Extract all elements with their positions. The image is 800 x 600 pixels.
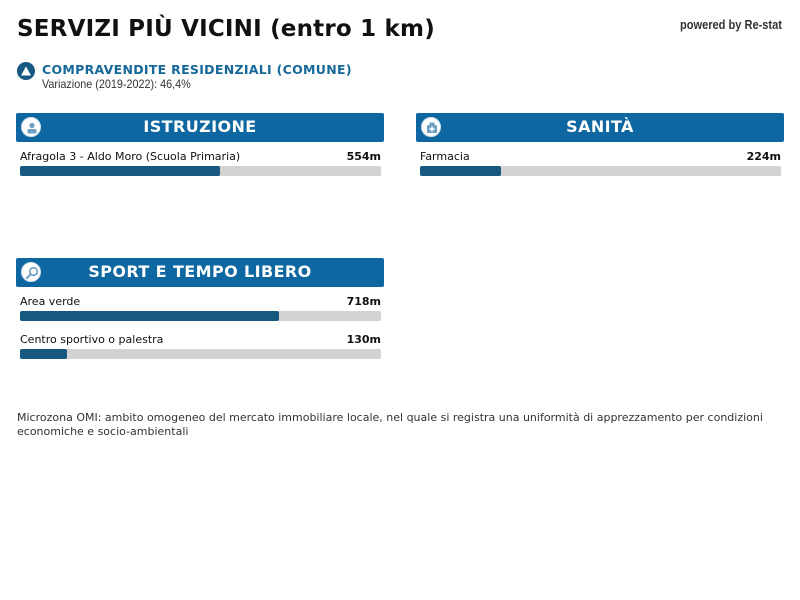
service-name: Farmacia — [420, 150, 470, 163]
distance-bar-track — [20, 166, 381, 176]
sales-trend-title: COMPRAVENDITE RESIDENZIALI (COMUNE) — [42, 62, 352, 77]
section-sport — [16, 258, 384, 363]
service-distance: 224m — [746, 150, 781, 163]
service-item — [416, 142, 784, 180]
distance-bar-fill — [20, 311, 279, 321]
service-name: Afragola 3 - Aldo Moro (Scuola Primaria) — [20, 150, 241, 163]
distance-bar-fill — [20, 166, 220, 176]
section-sanita — [416, 113, 784, 180]
service-name: Centro sportivo o palestra — [20, 333, 164, 346]
powered-by-label: powered by Re-stat — [680, 17, 782, 32]
page-title: SERVIZI PIÙ VICINI (entro 1 km) — [17, 16, 435, 42]
service-item — [16, 287, 384, 325]
section-istruzione — [16, 113, 384, 180]
section-header-sanita — [416, 113, 784, 142]
omi-footnote: Microzona OMI: ambito omogeneo del mercato immobiliare locale, nel quale si registra una uniformità di apprezzamento per condizioni economiche e socio-ambientali — [17, 411, 763, 438]
service-distance: 130m — [346, 333, 381, 346]
distance-bar-fill — [20, 349, 67, 359]
distance-bar-track — [20, 349, 381, 359]
service-item — [16, 325, 384, 363]
service-item — [16, 142, 384, 180]
section-header-sport — [16, 258, 384, 287]
service-distance: 554m — [346, 150, 381, 163]
section-title-istruzione: ISTRUZIONE — [143, 117, 257, 136]
distance-bar-fill — [420, 166, 501, 176]
section-title-sanita: SANITÀ — [566, 117, 634, 136]
service-name: Area verde — [20, 295, 81, 308]
distance-bar-track — [420, 166, 781, 176]
section-title-sport: SPORT E TEMPO LIBERO — [88, 262, 312, 281]
service-distance: 718m — [346, 295, 381, 308]
sales-trend-variation: Variazione (2019-2022): 46,4% — [42, 77, 191, 91]
distance-bar-track — [20, 311, 381, 321]
triangle-up-icon — [17, 62, 35, 80]
section-header-istruzione — [16, 113, 384, 142]
